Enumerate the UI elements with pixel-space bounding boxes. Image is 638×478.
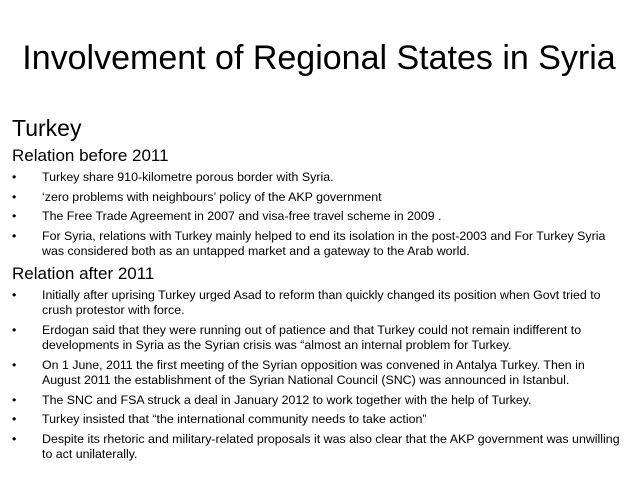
bullet-icon xyxy=(12,432,26,448)
bullet-icon xyxy=(12,393,26,409)
section-heading-before-2011: Relation before 2011 xyxy=(12,146,169,165)
bullet-icon xyxy=(12,229,26,245)
slide-title: Involvement of Regional States in Syria xyxy=(22,39,616,77)
bullet-item xyxy=(12,412,626,428)
bullet-text: Erdogan said that they were running out of patience and that Turkey could not remain indifferent to developments in Syria as the Syrian crisis was “almost an internal problem for Turkey. xyxy=(42,322,582,352)
bullet-item xyxy=(12,288,626,319)
bullet-item xyxy=(12,209,626,225)
bullet-icon xyxy=(12,358,26,374)
bullet-icon xyxy=(12,190,26,206)
bullet-icon xyxy=(12,412,26,428)
bullet-item xyxy=(12,358,626,389)
bullet-text: For Syria, relations with Turkey mainly helped to end its isolation in the post-2003 and For Turkey Syria was considered both as an untapped market and a gateway to the Arab world. xyxy=(42,228,606,258)
bullet-list-before-2011 xyxy=(12,170,626,260)
bullet-text: Despite its rhetoric and military-related proposals it was also clear that the AKP government was unwilling to act unilaterally. xyxy=(42,431,620,461)
bullet-item xyxy=(12,190,626,206)
bullet-text: On 1 June, 2011 the first meeting of the Syrian opposition was convened in Antalya Turkey. Then in August 2011 the establishment of the Syrian National Council (SNC) was announced in Istanbul. xyxy=(42,357,585,387)
bullet-item xyxy=(12,432,626,463)
bullet-item xyxy=(12,393,626,409)
section-heading-after-2011: Relation after 2011 xyxy=(12,263,155,283)
slide-content xyxy=(12,114,626,467)
bullet-text: Turkey share 910-kilometre porous border with Syria. xyxy=(42,170,334,184)
bullet-icon xyxy=(12,323,26,339)
bullet-text: Turkey insisted that “the international community needs to take action” xyxy=(42,412,427,426)
bullet-text: ‘zero problems with neighbours’ policy of the AKP government xyxy=(42,189,382,204)
bullet-icon xyxy=(12,288,26,304)
bullet-item xyxy=(12,170,626,186)
bullet-text: The SNC and FSA struck a deal in January 2012 to work together with the help of Turkey. xyxy=(42,392,532,407)
bullet-text: Initially after uprising Turkey urged Asad to reform than quickly changed its position when Govt tried to crush protestor with force. xyxy=(42,287,601,317)
bullet-item xyxy=(12,323,626,354)
bullet-text: The Free Trade Agreement in 2007 and visa-free travel scheme in 2009 . xyxy=(42,209,442,223)
country-heading: Turkey xyxy=(12,115,82,141)
bullet-list-after-2011 xyxy=(12,288,626,463)
bullet-icon xyxy=(12,209,26,225)
bullet-item xyxy=(12,229,626,260)
bullet-icon xyxy=(12,170,26,186)
